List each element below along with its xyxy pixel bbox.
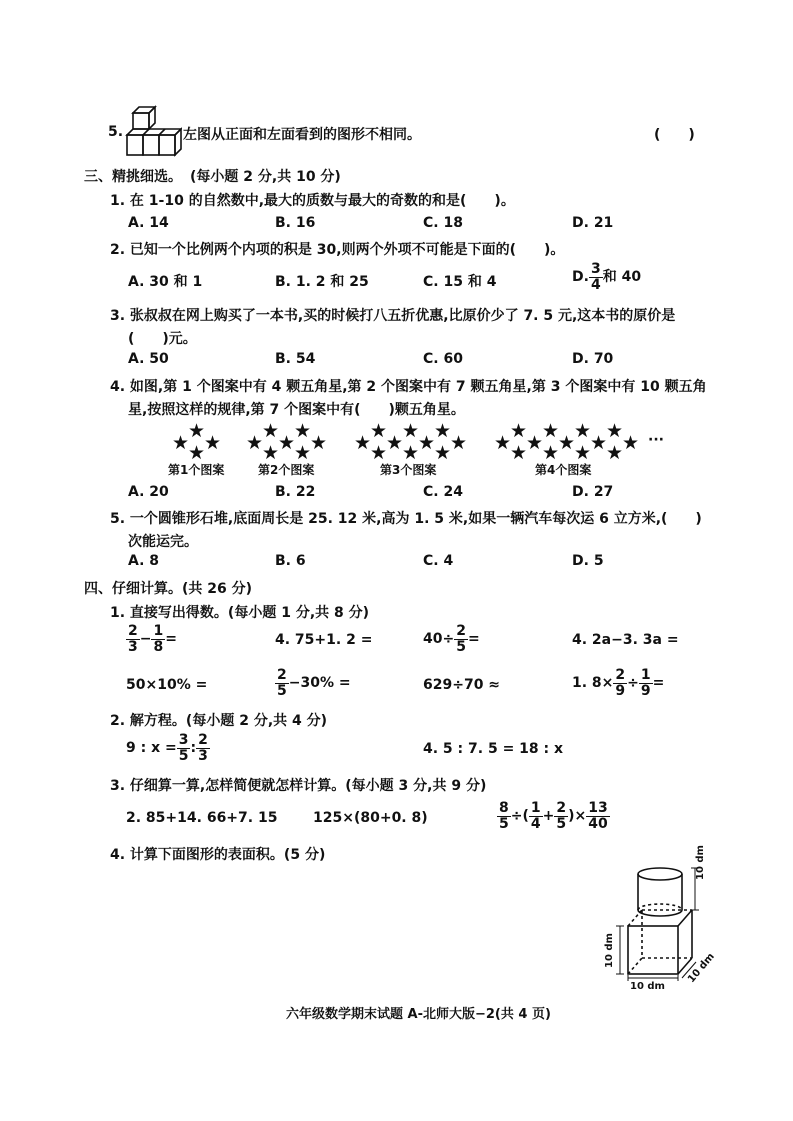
sec3-q1-option-c: C. 18 bbox=[423, 215, 463, 231]
sec2-q5-number: 5. bbox=[108, 124, 124, 140]
dim-cube-height: 10 dm bbox=[604, 933, 615, 968]
star-icon: ★ bbox=[434, 420, 452, 442]
pattern-label-4: 第4个图案 bbox=[535, 463, 592, 477]
sec3-q2-option-b: B. 1. 2 和 25 bbox=[275, 274, 369, 290]
star-icon: ★ bbox=[294, 420, 312, 442]
sec3-q5-option-c: C. 4 bbox=[423, 553, 454, 569]
sec3-q5-line2: 次能运完。 bbox=[128, 534, 198, 550]
sec2-q5-answer-paren: ( ) bbox=[654, 127, 695, 143]
star-icon: ★ bbox=[204, 432, 222, 454]
star-icon: ★ bbox=[386, 432, 404, 454]
star-icon: ★ bbox=[418, 432, 436, 454]
sec3-q3-option-a: A. 50 bbox=[128, 351, 169, 367]
simplify-3: $\frac{8}{5}$ ÷( $\frac{1}{4}$ + $\frac{2}{5}$ )× $\frac{13}{40}$ bbox=[499, 800, 608, 832]
sec3-q5-option-b: B. 6 bbox=[275, 553, 306, 569]
dim-cylinder-height: 10 dm bbox=[695, 845, 706, 880]
calc-e: 50×10% = bbox=[126, 677, 208, 693]
sec3-q2-text: 2. 已知一个比例两个内项的积是 30,则两个外项不可能是下面的( )。 bbox=[110, 242, 565, 258]
star-icon: ★ bbox=[262, 420, 280, 442]
sec4-sub2: 2. 解方程。(每小题 2 分,共 4 分) bbox=[110, 713, 328, 729]
sec3-q5-option-a: A. 8 bbox=[128, 553, 160, 569]
star-icon: ★ bbox=[542, 442, 560, 464]
star-icon: ★ bbox=[494, 432, 512, 454]
sec3-q3-option-c: C. 60 bbox=[423, 351, 463, 367]
fraction: $\frac{1}{4}$ bbox=[530, 800, 541, 832]
sec3-q3-line2: ( )元。 bbox=[128, 331, 197, 347]
sec3-q4-line2: 星,按照这样的规律,第 7 个图案中有( )颗五角星。 bbox=[128, 402, 465, 418]
star-icon: ★ bbox=[188, 420, 206, 442]
fraction: $\frac{2}{9}$ bbox=[615, 667, 626, 699]
star-icon: ★ bbox=[590, 432, 608, 454]
sec3-q1-option-d: D. 21 bbox=[572, 215, 614, 231]
star-icon: ★ bbox=[310, 432, 328, 454]
sec3-q5-line1: 5. 一个圆锥形石堆,底面周长是 25. 12 米,高为 1. 5 米,如果一辆汽车每次运 6 立方米,( ) bbox=[110, 511, 702, 527]
simplify-2: 125×(80+0. 8) bbox=[313, 810, 428, 826]
star-icon: ★ bbox=[402, 442, 420, 464]
fraction: $\frac{3}{5}$ bbox=[178, 732, 189, 764]
star-icon: ★ bbox=[354, 432, 372, 454]
star-icon: ★ bbox=[526, 432, 544, 454]
sec3-q4-line1: 4. 如图,第 1 个图案中有 4 颗五角星,第 2 个图案中有 7 颗五角星,第 3 个图案中有 10 颗五角 bbox=[110, 379, 707, 395]
page-footer: 六年级数学期末试题 A-北师大版−2(共 4 页) bbox=[286, 1007, 551, 1022]
sec3-q4-option-d: D. 27 bbox=[572, 484, 614, 500]
calc-d: 4. 2a−3. 3a = bbox=[572, 632, 679, 648]
star-icon: ★ bbox=[542, 420, 560, 442]
sec4-sub3: 3. 仔细算一算,怎样简便就怎样计算。(每小题 3 分,共 9 分) bbox=[110, 778, 487, 794]
star-icon: ★ bbox=[510, 442, 528, 464]
sec3-q4-option-c: C. 24 bbox=[423, 484, 463, 500]
calc-h: 1. 8× $\frac{2}{9}$ ÷ $\frac{1}{9}$ = bbox=[572, 667, 665, 699]
calc-f: $\frac{2}{5}$ −30% = bbox=[277, 667, 351, 699]
section4-title: 四、仔细计算。(共 26 分) bbox=[84, 581, 253, 597]
star-icon: ★ bbox=[188, 442, 206, 464]
pattern-label-1: 第1个图案 bbox=[168, 463, 225, 477]
star-icon: ★ bbox=[558, 432, 576, 454]
fraction: $\frac{2}{5}$ bbox=[277, 667, 287, 699]
calc-c: 40÷ $\frac{2}{5}$ = bbox=[423, 623, 480, 655]
star-icon: ★ bbox=[574, 442, 592, 464]
sec3-q2-option-a: A. 30 和 1 bbox=[128, 274, 203, 290]
fraction: $\frac{13}{40}$ bbox=[588, 800, 608, 832]
fraction: $\frac{2}{3}$ bbox=[128, 623, 138, 655]
star-icon: ★ bbox=[450, 432, 468, 454]
star-icon: ★ bbox=[434, 442, 452, 464]
fraction: $\frac{1}{9}$ bbox=[640, 667, 651, 699]
dim-cube-width: 10 dm bbox=[630, 981, 665, 992]
fraction: $\frac{2}{3}$ bbox=[198, 732, 208, 764]
ellipsis: ··· bbox=[648, 432, 664, 448]
sec3-q3-option-b: B. 54 bbox=[275, 351, 316, 367]
fraction: $\frac{2}{5}$ bbox=[556, 800, 567, 832]
sec2-q5-text: 左图从正面和左面看到的图形不相同。 bbox=[183, 127, 421, 143]
star-icon: ★ bbox=[402, 420, 420, 442]
star-icon: ★ bbox=[606, 442, 624, 464]
star-icon: ★ bbox=[370, 420, 388, 442]
star-icon: ★ bbox=[574, 420, 592, 442]
pattern-label-3: 第3个图案 bbox=[380, 463, 437, 477]
sec3-q1-option-b: B. 16 bbox=[275, 215, 316, 231]
sec4-sub4: 4. 计算下面图形的表面积。(5 分) bbox=[110, 847, 326, 863]
fraction: $\frac{3}{4}$ bbox=[590, 261, 601, 293]
star-icon: ★ bbox=[278, 432, 296, 454]
sec3-q5-option-d: D. 5 bbox=[572, 553, 604, 569]
dim-cube-depth: 10 dm bbox=[686, 951, 717, 986]
star-icon: ★ bbox=[246, 432, 264, 454]
sec3-q2-option-c: C. 15 和 4 bbox=[423, 274, 497, 290]
star-icon: ★ bbox=[370, 442, 388, 464]
star-icon: ★ bbox=[294, 442, 312, 464]
simplify-1: 2. 85+14. 66+7. 15 bbox=[126, 810, 278, 826]
fraction: $\frac{2}{5}$ bbox=[456, 623, 466, 655]
sec3-q4-option-b: B. 22 bbox=[275, 484, 316, 500]
sec3-q3-option-d: D. 70 bbox=[572, 351, 614, 367]
calc-g: 629÷70 ≈ bbox=[423, 677, 501, 693]
star-icon: ★ bbox=[510, 420, 528, 442]
equation-1: 9 : x = $\frac{3}{5}$ : $\frac{2}{3}$ bbox=[126, 732, 208, 764]
star-icon: ★ bbox=[172, 432, 190, 454]
fraction: $\frac{1}{8}$ bbox=[153, 623, 164, 655]
fraction: $\frac{8}{5}$ bbox=[499, 800, 509, 832]
sec3-q1-text: 1. 在 1-10 的自然数中,最大的质数与最大的奇数的和是( )。 bbox=[110, 193, 515, 209]
star-icon: ★ bbox=[622, 432, 640, 454]
equation-2: 4. 5 : 7. 5 = 18 : x bbox=[423, 741, 564, 757]
sec3-q2-option-d: D. $\frac{3}{4}$ 和 40 bbox=[572, 261, 642, 293]
calc-a: $\frac{2}{3}$ − $\frac{1}{8}$ = bbox=[128, 623, 177, 655]
calc-b: 4. 75+1. 2 = bbox=[275, 632, 373, 648]
section3-note: (每小题 2 分,共 10 分) bbox=[190, 169, 341, 185]
sec3-q4-option-a: A. 20 bbox=[128, 484, 169, 500]
section3-title: 三、精挑细选。 bbox=[84, 169, 182, 185]
sec3-q3-line1: 3. 张叔叔在网上购买了一本书,买的时候打八五折优惠,比原价少了 7. 5 元,这本书的原价是 bbox=[110, 308, 676, 324]
sec3-q1-option-a: A. 14 bbox=[128, 215, 169, 231]
star-icon: ★ bbox=[606, 420, 624, 442]
star-icon: ★ bbox=[262, 442, 280, 464]
pattern-label-2: 第2个图案 bbox=[258, 463, 315, 477]
sec4-sub1: 1. 直接写出得数。(每小题 1 分,共 8 分) bbox=[110, 605, 370, 621]
